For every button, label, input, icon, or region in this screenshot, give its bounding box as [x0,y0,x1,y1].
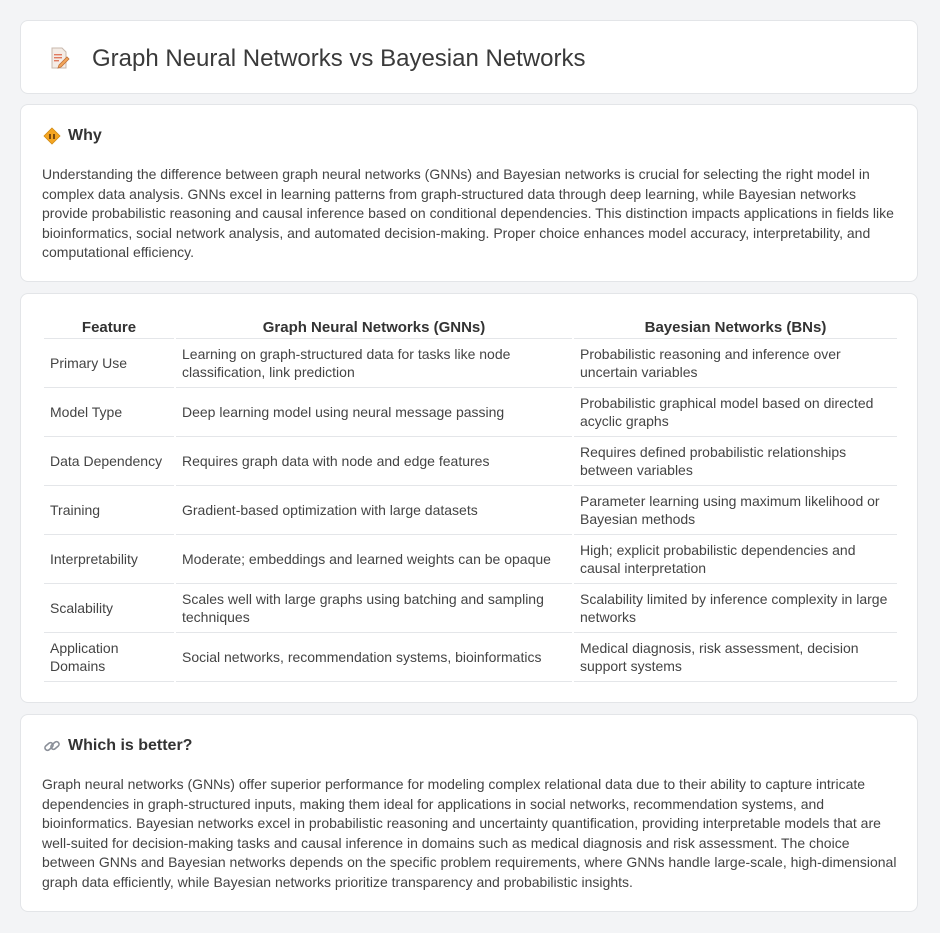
header-gnn: Graph Neural Networks (GNNs) [176,316,572,339]
gnn-cell: Moderate; embeddings and learned weights can be opaque [176,535,572,584]
bn-cell: Scalability limited by inference complexity in large networks [574,584,897,633]
comparison-table [42,316,899,682]
table-row [44,486,897,535]
better-text: Graph neural networks (GNNs) offer superior performance for modeling complex relational data due to their ability to capture intricate dependencies in graph-structured inputs, making them ideal for applications in social networks, recommendation systems, and bioinformatics. Bayesian networks excel in probabilistic reasoning and uncertainty quantification, providing interpretable models that are well-suited for decision-making tasks and causal inference in domains such as medical diagnosis and risk assessment. The choice between GNNs and Bayesian networks depends on the specific problem requirements, where GNNs handle large-scale, high-dimensional graph data efficiently, while Bayesian networks prioritize transparency and probabilistic insights. [42,776,897,890]
table-row [44,388,897,437]
better-heading: Which is better? [68,737,193,754]
diamond-sign-icon [43,127,61,145]
feature-cell: Application Domains [44,633,174,682]
which-is-better-section [20,714,918,912]
title-card [20,20,918,94]
gnn-cell: Social networks, recommendation systems, bioinformatics [176,633,572,682]
feature-cell: Model Type [44,388,174,437]
bn-cell: Requires defined probabilistic relationships between variables [574,437,897,486]
comparison-table-section [20,293,918,703]
table-row [44,535,897,584]
bn-cell: Probabilistic graphical model based on directed acyclic graphs [574,388,897,437]
gnn-cell: Deep learning model using neural message passing [176,388,572,437]
document-pencil-icon [47,46,71,70]
bn-cell: Medical diagnosis, risk assessment, decision support systems [574,633,897,682]
feature-cell: Interpretability [44,535,174,584]
feature-cell: Data Dependency [44,437,174,486]
gnn-cell: Gradient-based optimization with large datasets [176,486,572,535]
gnn-cell: Learning on graph-structured data for tasks like node classification, link prediction [176,339,572,388]
feature-cell: Primary Use [44,339,174,388]
table-row [44,437,897,486]
feature-cell: Scalability [44,584,174,633]
table-row [44,339,897,388]
bn-cell: Probabilistic reasoning and inference over uncertain variables [574,339,897,388]
table-row [44,633,897,682]
table-row [44,584,897,633]
why-text: Understanding the difference between graph neural networks (GNNs) and Bayesian networks is crucial for selecting the right model in complex data analysis. GNNs excel in learning patterns from graph-structured data through deep learning, while Bayesian networks provide probabilistic reasoning and causal inference based on conditional dependencies. This distinction impacts applications in fields like bioinformatics, social network analysis, and automated decision-making. Proper choice enhances model accuracy, interpretability, and computational efficiency. [42,166,894,261]
header-feature: Feature [44,316,174,339]
why-heading: Why [68,127,102,144]
bn-cell: Parameter learning using maximum likelihood or Bayesian methods [574,486,897,535]
feature-cell: Training [44,486,174,535]
header-bn: Bayesian Networks (BNs) [574,316,897,339]
table-header-row [44,316,897,339]
bn-cell: High; explicit probabilistic dependencies and causal interpretation [574,535,897,584]
link-icon [43,737,61,755]
gnn-cell: Scales well with large graphs using batching and sampling techniques [176,584,572,633]
why-section [20,104,918,282]
gnn-cell: Requires graph data with node and edge features [176,437,572,486]
page-title: Graph Neural Networks vs Bayesian Networks [92,45,586,72]
